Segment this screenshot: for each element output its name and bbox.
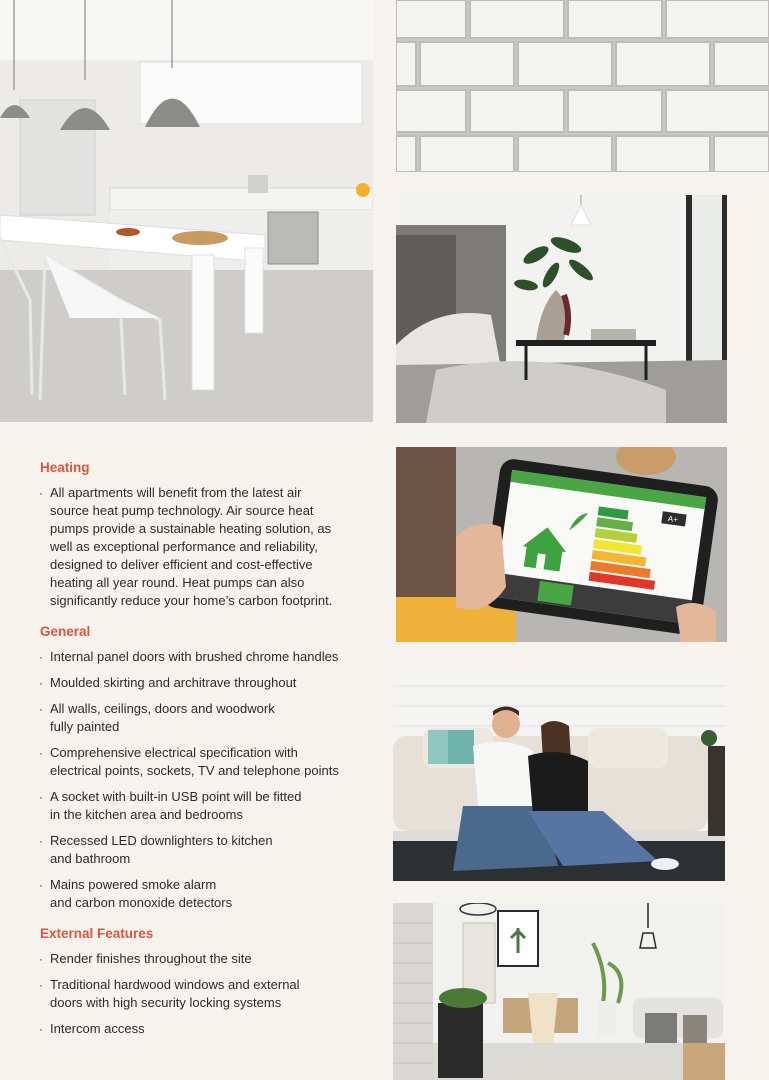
external-features-heading: External Features (40, 926, 154, 941)
heating-list (38, 484, 383, 610)
bullet-point: · (39, 702, 43, 716)
list-item: · Moulded skirting and architrave throughout (39, 675, 297, 690)
bullet-point: · (39, 486, 43, 500)
list-item: · All walls, ceilings, doors and woodwork fully painted (39, 701, 275, 734)
list-item: · Traditional hardwood windows and external doors with high security locking systems (39, 977, 300, 1010)
bullet-point: · (39, 978, 43, 992)
general-list (38, 648, 383, 912)
list-item: · All apartments will benefit from the latest air source heat pump technology. Air source heat pumps provide a sustainable heating solution, as well as exceptional performance and reliability, designed to deliver efficient and cost-effective heating all year round. Heat pumps can also significantly reduce your home’s carbon footprint. (39, 485, 333, 608)
couple-sofa-photo (393, 666, 725, 881)
bullet-point: · (39, 952, 43, 966)
specification-text (38, 460, 383, 1052)
svg-text:A+: A+ (667, 514, 679, 525)
list-item: · Internal panel doors with brushed chrome handles (39, 649, 339, 664)
bullet-point: · (39, 1022, 43, 1036)
interior-photo (393, 903, 725, 1080)
list-item: · Render finishes throughout the site (39, 951, 252, 966)
list-item: · Intercom access (39, 1021, 145, 1036)
general-heading: General (40, 624, 91, 639)
list-item: · Mains powered smoke alarm and carbon monoxide detectors (39, 877, 233, 910)
bullet-point: · (39, 746, 43, 760)
external-features-list (38, 950, 383, 1038)
kitchen-photo (0, 0, 373, 422)
list-item: · A socket with built-in USB point will be fitted in the kitchen area and bedrooms (39, 789, 302, 822)
bullet-point: · (39, 790, 43, 804)
list-item: · Recessed LED downlighters to kitchen and bathroom (39, 833, 273, 866)
tablet-energy-photo (396, 447, 727, 642)
bullet-point: · (39, 878, 43, 892)
list-item: · Comprehensive electrical specification with electrical points, sockets, TV and telephone points (39, 745, 339, 778)
bullet-point: · (39, 834, 43, 848)
brick-wall-photo (396, 0, 769, 172)
bullet-point: · (39, 650, 43, 664)
bullet-point: · (39, 676, 43, 690)
heating-heading: Heating (40, 460, 90, 475)
living-room-photo (396, 195, 727, 423)
